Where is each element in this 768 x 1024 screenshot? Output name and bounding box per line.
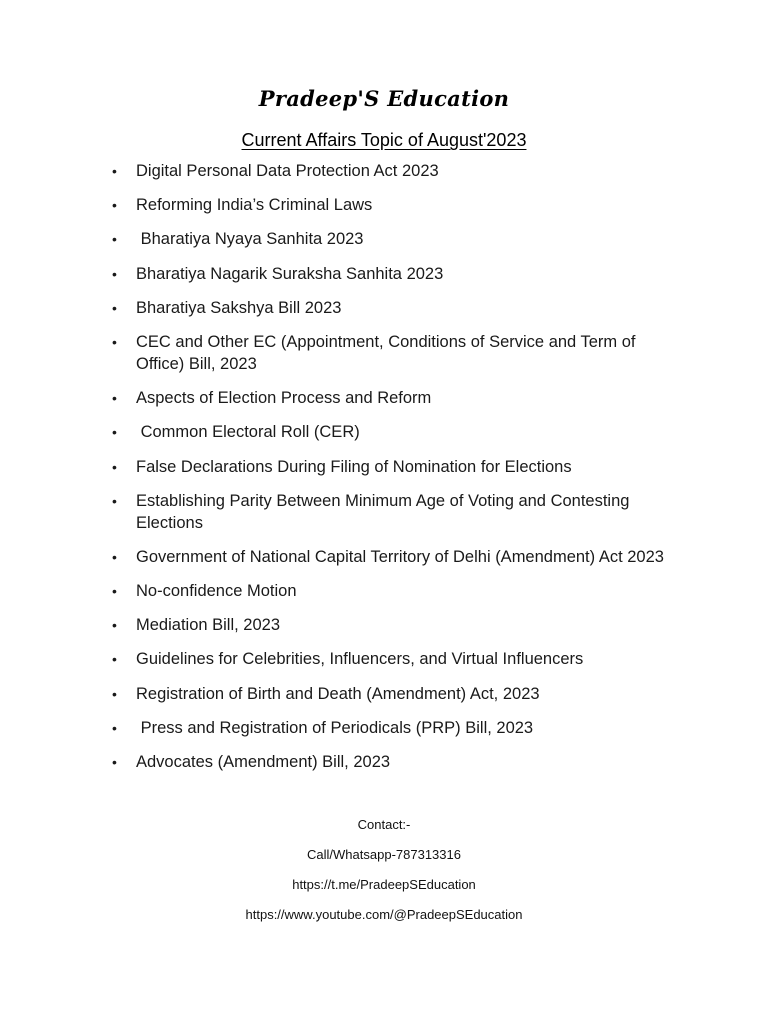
topic-text: Government of National Capital Territory of Delhi (Amendment) Act 2023 — [136, 547, 664, 566]
bullet-icon: • — [112, 197, 117, 214]
topic-item — [110, 297, 670, 319]
bullet-icon: • — [112, 333, 117, 350]
contact-block — [0, 814, 768, 934]
bullet-icon: • — [112, 583, 117, 600]
topic-text: Advocates (Amendment) Bill, 2023 — [136, 753, 391, 771]
topic-item — [110, 456, 670, 478]
bullet-icon: • — [112, 719, 117, 736]
bullet-icon: • — [112, 231, 117, 248]
brand-title: Pradeep'S Education — [258, 86, 510, 111]
bullet-icon: • — [112, 651, 117, 668]
topic-item — [110, 683, 670, 705]
topic-text: False Declarations During Filing of Nomination for Elections — [136, 457, 572, 476]
topic-text: Establishing Parity Between Minimum Age of Voting and Contesting Elections — [136, 491, 630, 532]
topic-item — [110, 490, 670, 534]
topic-text: Bharatiya Nagarik Suraksha Sanhita 2023 — [136, 264, 444, 283]
bullet-icon: • — [112, 163, 117, 179]
topic-text: Common Electoral Roll (CER) — [136, 423, 360, 442]
topic-item — [110, 228, 670, 250]
bullet-icon: • — [112, 492, 117, 509]
bullet-icon: • — [112, 617, 117, 634]
contact-phone: Call/Whatsapp-787313316 — [307, 847, 461, 862]
bullet-icon: • — [112, 754, 117, 770]
topic-text: CEC and Other EC (Appointment, Conditions of Service and Term of Office) Bill, 2023 — [136, 332, 636, 373]
topic-item — [110, 717, 670, 739]
topic-item — [110, 614, 670, 636]
topic-item — [110, 263, 670, 285]
topic-item — [110, 160, 670, 182]
topic-item — [110, 648, 670, 670]
topic-text: Press and Registration of Periodicals (PRP) Bill, 2023 — [136, 718, 534, 737]
topic-text: Guidelines for Celebrities, Influencers, and Virtual Influencers — [136, 650, 584, 669]
bullet-icon: • — [112, 265, 117, 282]
topic-item — [110, 751, 670, 773]
page-subtitle: Current Affairs Topic of August'2023 — [241, 130, 527, 150]
topic-list — [110, 160, 670, 785]
bullet-icon: • — [112, 299, 117, 316]
topic-text: Bharatiya Sakshya Bill 2023 — [136, 298, 342, 317]
contact-heading: Contact:- — [357, 817, 411, 832]
bullet-icon: • — [112, 685, 117, 702]
topic-item — [110, 331, 670, 375]
topic-text: Bharatiya Nyaya Sanhita 2023 — [136, 230, 364, 249]
topic-item — [110, 387, 670, 409]
telegram-link[interactable]: https://t.me/PradeepSEducation — [292, 877, 476, 892]
topic-item — [110, 194, 670, 216]
youtube-link[interactable]: https://www.youtube.com/@PradeepSEducation — [245, 907, 523, 922]
topic-text: Mediation Bill, 2023 — [136, 616, 281, 635]
topic-item — [110, 421, 670, 443]
topic-text: Registration of Birth and Death (Amendment) Act, 2023 — [136, 684, 540, 703]
bullet-icon: • — [112, 390, 117, 407]
topic-text: Digital Personal Data Protection Act 2023 — [136, 162, 439, 180]
topic-text: Aspects of Election Process and Reform — [136, 389, 432, 408]
topic-item — [110, 580, 670, 602]
topic-text: Reforming India’s Criminal Laws — [136, 196, 373, 215]
bullet-icon: • — [112, 424, 117, 441]
topic-text: No-confidence Motion — [136, 582, 297, 601]
bullet-icon: • — [112, 548, 117, 565]
topic-item — [110, 546, 670, 568]
bullet-icon: • — [112, 458, 117, 475]
